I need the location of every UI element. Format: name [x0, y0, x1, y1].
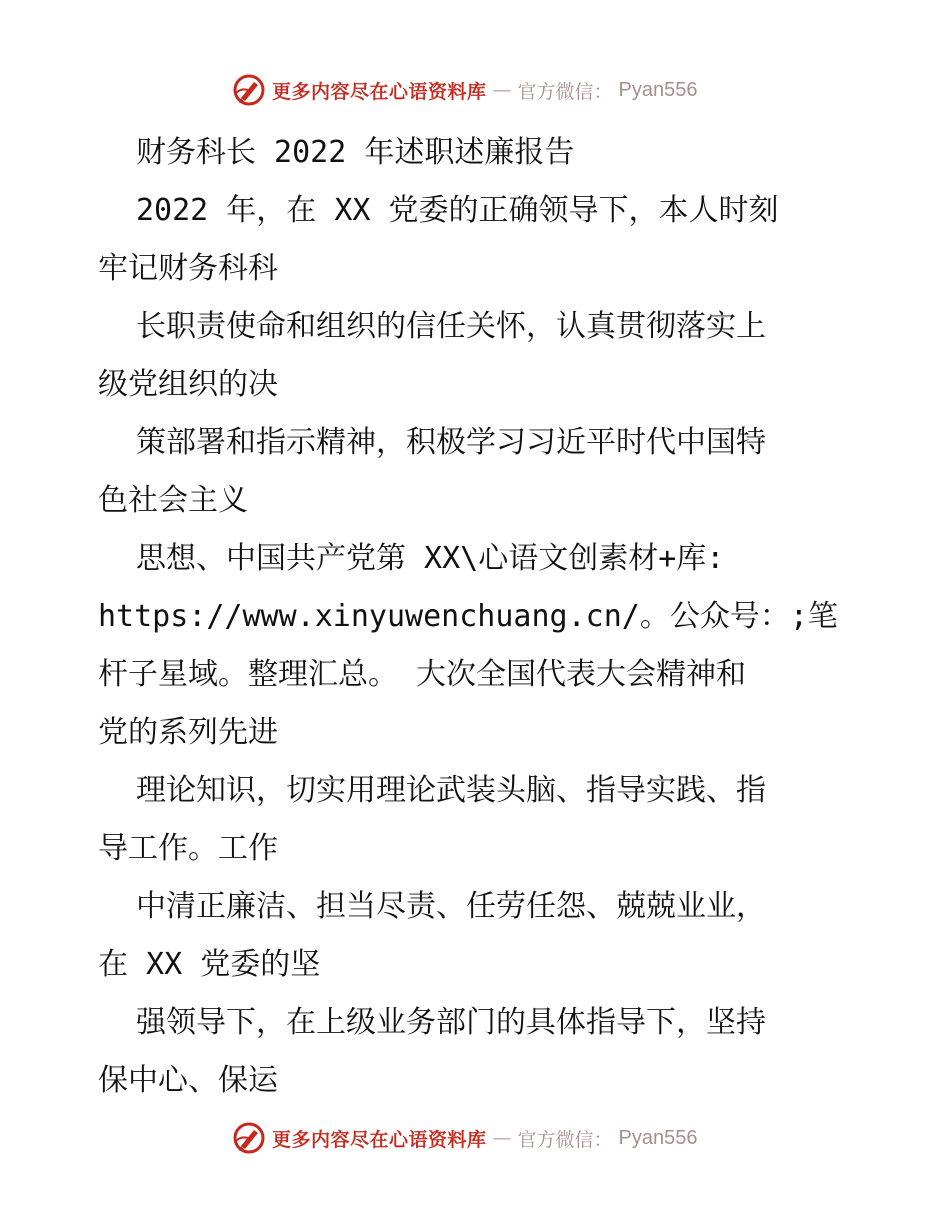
paragraph-line: 中清正廉洁、担当尽责、任劳任怨、兢兢业业， — [136, 889, 766, 924]
paragraph-line: 牢记财务科科 — [98, 251, 278, 286]
document-body — [98, 124, 858, 1110]
paragraph-line: 导工作。工作 — [98, 831, 278, 866]
paragraph-line: 思想、中国共产党第 XX\心语文创素材+库: — [136, 541, 725, 576]
paragraph-line: 2022 年，在 XX 党委的正确领导下，本人时刻 — [136, 193, 779, 228]
paragraph-line: 级党组织的决 — [98, 367, 278, 402]
pen-circle-logo-icon — [232, 73, 266, 107]
watermark-text: 更多内容尽在心语资料库 — [272, 1128, 487, 1151]
watermark-text: 更多内容尽在心语资料库 — [272, 80, 487, 103]
header-watermark — [232, 72, 698, 108]
watermark-wechat-id: Pyan556 — [618, 1126, 698, 1149]
paragraph-line: 理论知识，切实用理论武装头脑、指导实践、指 — [136, 773, 766, 808]
watermark-official-label: 官方微信： — [517, 1128, 613, 1151]
watermark-dash: — — [492, 1127, 512, 1149]
watermark-wechat-id: Pyan556 — [618, 78, 698, 101]
watermark-dash: — — [492, 79, 512, 101]
paragraph-line: 党的系列先进 — [98, 715, 278, 750]
paragraph-line: 色社会主义 — [98, 483, 248, 518]
pen-circle-logo-icon — [232, 1121, 266, 1155]
paragraph-line: https://www.xinyuwenchuang.cn/。公众号：;笔 — [98, 599, 838, 634]
paragraph-line: 保中心、保运 — [98, 1063, 278, 1098]
paragraph-line: 杆子星域。整理汇总。 大次全国代表大会精神和 — [98, 657, 747, 692]
document-title: 财务科长 2022 年述职述廉报告 — [136, 135, 575, 170]
paragraph-line: 强领导下，在上级业务部门的具体指导下，坚持 — [136, 1005, 766, 1040]
paragraph-line: 在 XX 党委的坚 — [98, 947, 321, 982]
paragraph-line: 长职责使命和组织的信任关怀，认真贯彻落实上 — [136, 309, 766, 344]
watermark-official-label: 官方微信： — [517, 80, 613, 103]
paragraph-line: 策部署和指示精神，积极学习习近平时代中国特 — [136, 425, 766, 460]
footer-watermark — [232, 1120, 698, 1156]
